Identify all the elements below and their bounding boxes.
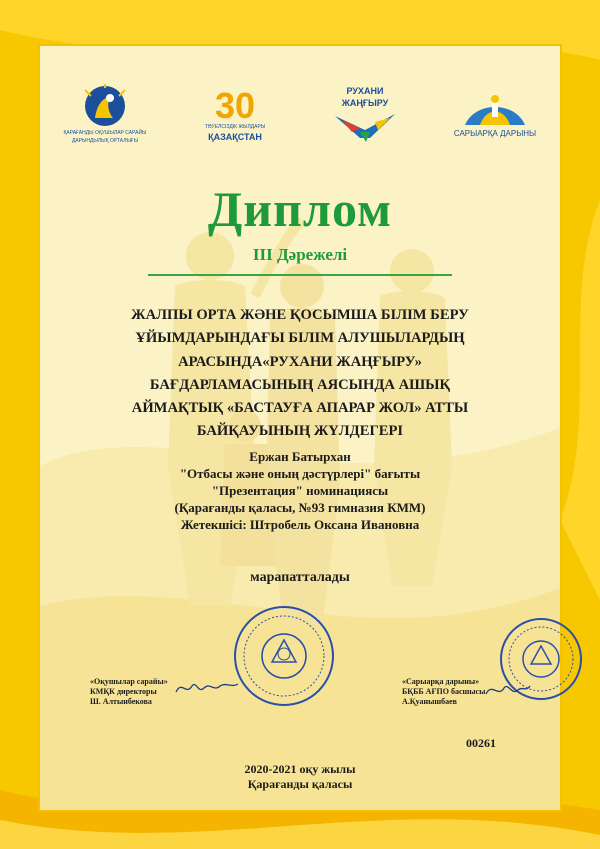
award-text: марапатталады <box>250 570 350 585</box>
logo-row <box>50 78 550 150</box>
left-signatory-name: Ш. Алтынбекова <box>90 697 152 706</box>
description-line: БАҒДАРЛАМАСЫНЫҢ АЯСЫНДА АШЫҚ <box>149 376 451 393</box>
recipient-block <box>110 448 490 533</box>
recipient-name: Ержан Батырхан <box>249 449 351 464</box>
rukhani-title-2: ЖАҢҒЫРУ <box>341 98 389 108</box>
palace-emblem-icon <box>77 84 133 128</box>
anniversary-caption: ТӘУЕЛСІЗДІК ЖЫЛДАРЫ <box>204 124 266 130</box>
description-line: АРАСЫНДА«РУХАНИ ЖАҢҒЫРУ» <box>178 353 422 370</box>
saryarka-logo <box>440 91 550 137</box>
right-signatory-org: «Сарыарқа дарыны» <box>402 677 480 686</box>
left-stamp-icon <box>232 604 336 708</box>
footer <box>0 762 600 792</box>
anniversary-logo <box>180 86 290 142</box>
description-line: ҰЙЫМДАРЫНДАҒЫ БІЛІМ АЛУШЫЛАРДЫҢ <box>135 330 465 347</box>
city-name: Қарағанды қаласы <box>247 777 353 791</box>
rukhani-title-1: РУХАНИ <box>346 86 384 96</box>
bird-mosaic-icon <box>330 108 400 144</box>
right-signatory <box>402 677 552 707</box>
right-signatory-role: БҚББ АҒПО басшысы <box>402 687 486 696</box>
description-line: ЖАЛПЫ ОРТА ЖӘНЕ ҚОСЫМША БІЛІМ БЕРУ <box>131 307 469 323</box>
right-signatory-name: А.Қуанышбаев <box>402 697 457 706</box>
diploma-title: Диплом <box>207 181 393 237</box>
recipient-school: (Қарағанды қаласы, №93 гимназия КММ) <box>174 500 426 515</box>
rukhani-logo <box>310 84 420 144</box>
recipient-nomination: "Презентация" номинациясы <box>211 483 389 498</box>
recipient-supervisor: Жетекшісі: Штробель Оксана Ивановна <box>180 517 420 532</box>
thirty-years-icon <box>205 86 265 122</box>
palace-caption: ҚАРАҒАНДЫ ОҚУШЫЛАР САРАЙЫ <box>63 130 147 136</box>
left-signatory <box>90 677 240 707</box>
palace-caption-2: ДАРЫНДЫЛЫҚ ОРТАЛЫҒЫ <box>71 138 139 144</box>
left-signatory-role: КМҚК директоры <box>90 687 157 696</box>
palace-logo <box>50 84 160 144</box>
description-line: АЙМАҚТЫҚ «БАСТАУҒА АПАРАР ЖОЛ» АТТЫ <box>131 400 469 417</box>
anniversary-number: 30 <box>214 86 256 122</box>
diploma-degree: III Дәрежелі <box>252 245 348 264</box>
recipient-direction: "Отбасы және оның дәстүрлері" бағыты <box>179 466 421 481</box>
anniversary-country: ҚАЗАҚСТАН <box>208 132 262 142</box>
competition-description <box>90 304 510 444</box>
left-signatory-org: «Оқушылар сарайы» <box>90 677 168 686</box>
saryarka-emblem-icon <box>460 91 530 129</box>
saryarka-caption: САРЫАРҚА ДАРЫНЫ <box>453 129 537 138</box>
diploma-number: 00261 <box>466 736 496 750</box>
title-divider <box>148 274 452 276</box>
academic-year: 2020-2021 оқу жылы <box>244 762 356 776</box>
description-line: БАЙҚАУЫНЫҢ ЖҮЛДЕГЕРІ <box>196 423 404 440</box>
